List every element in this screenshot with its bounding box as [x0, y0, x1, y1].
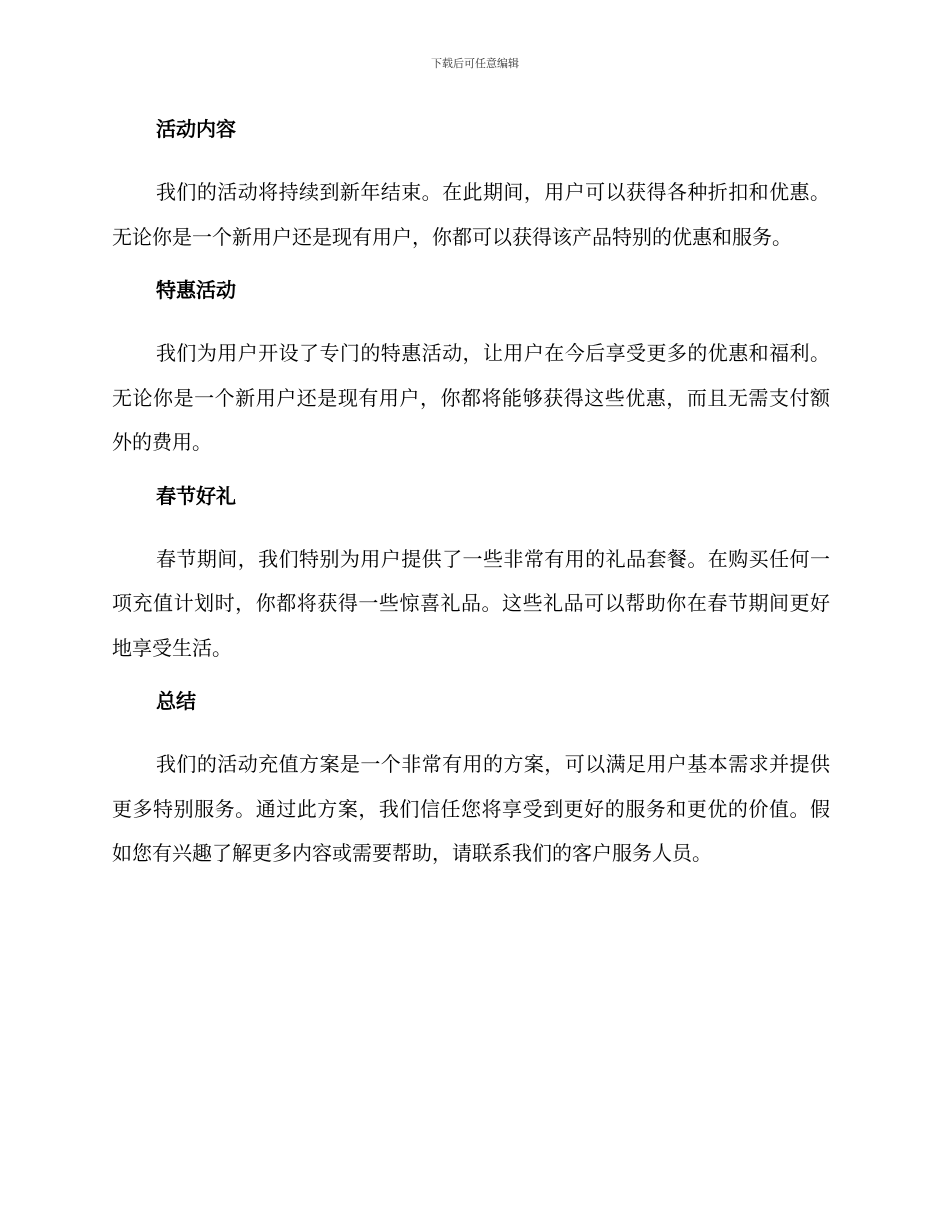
section-heading: 特惠活动 — [156, 278, 236, 302]
document-content — [112, 112, 830, 890]
section-special-offers — [112, 273, 830, 465]
section-spring-festival-gifts — [112, 479, 830, 671]
section-heading: 总结 — [156, 689, 196, 713]
section-activity-content — [112, 112, 830, 259]
section-heading: 活动内容 — [156, 117, 236, 141]
section-paragraph: 春节期间，我们特别为用户提供了一些非常有用的礼品套餐。在购买任何一项充值计划时，你都将获得一些惊喜礼品。这些礼品可以帮助你在春节期间更好地享受生活。 — [112, 546, 830, 660]
section-heading: 春节好礼 — [156, 483, 236, 508]
section-paragraph: 我们为用户开设了专门的特惠活动，让用户在今后享受更多的优惠和福利。无论你是一个新用户还是现有用户，你都将能够获得这些优惠，而且无需支付额外的费用。 — [112, 341, 830, 454]
section-paragraph: 我们的活动将持续到新年结束。在此期间，用户可以获得各种折扣和优惠。无论你是一个新用户还是现有用户，你都可以获得该产品特别的优惠和服务。 — [112, 180, 830, 249]
section-paragraph: 我们的活动充值方案是一个非常有用的方案，可以满足用户基本需求并提供更多特别服务。通过此方案，我们信任您将享受到更好的服务和更优的价值。假如您有兴趣了解更多内容或需要帮助，请联系我们的客户服务人员。 — [112, 752, 830, 865]
header-note: 下载后可任意编辑 — [431, 57, 519, 70]
section-summary — [112, 684, 830, 876]
